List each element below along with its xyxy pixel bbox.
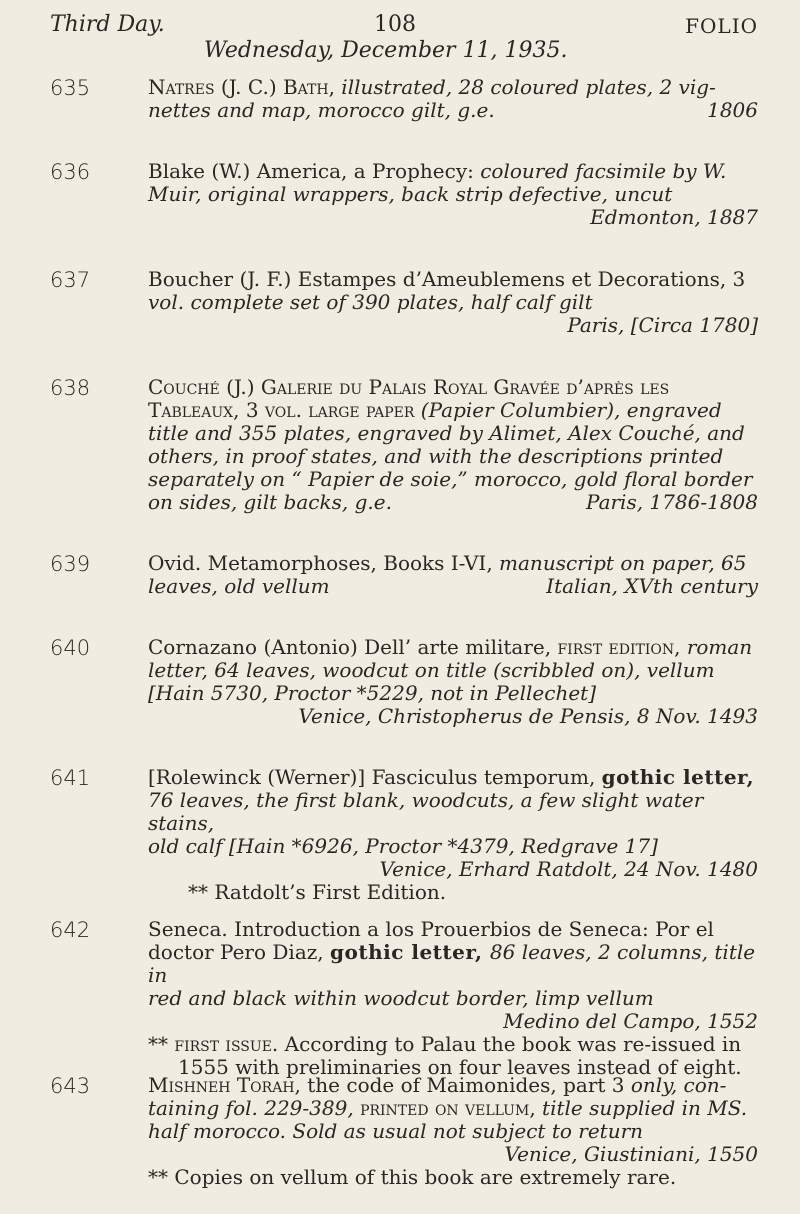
lot-number: 643	[50, 1074, 91, 1098]
lot-description: Ovid. Metamorphoses, Books I-VI, manuscript on paper, 65 leaves, old vellum Italian, XVth century	[148, 551, 758, 598]
sale-day: Third Day.	[50, 12, 165, 37]
lot-number: 637	[50, 268, 91, 292]
page-number: 108	[374, 12, 416, 37]
lot-number: 638	[50, 376, 91, 400]
lot-imprint: Medino del Campo, 1552	[503, 1009, 758, 1033]
sale-date: Wednesday, December 11, 1935.	[204, 38, 568, 63]
lot-number: 641	[50, 766, 91, 790]
lot-imprint: Italian, XVth century	[546, 574, 758, 598]
lot-imprint: Venice, Christopherus de Pensis, 8 Nov. 1493	[298, 704, 758, 728]
lot-description: Blake (W.) America, a Prophecy: coloured facsimile by W. Muir, original wrappers, back strip defective, uncut Edmonton, 1887	[148, 159, 758, 229]
lot-description: Cornazano (Antonio) Dell’ arte militare, first edition, roman letter, 64 leaves, woodcut on title (scribbled on), vellum [Hain 5730, Proctor *5229, not in Pellechet] Venice, Christopherus de Pensis, 8 Nov. 1493	[148, 635, 758, 728]
lot-description: Natres (J. C.) Bath, illustrated, 28 coloured plates, 2 vig- nettes and map, morocco gilt, g.e. 1806	[148, 75, 758, 122]
lot-note: ** Ratdolt’s First Edition.	[188, 880, 447, 904]
lot-number: 640	[50, 636, 91, 660]
lot-description: Couché (J.) Galerie du Palais Royal Gravée d’après les Tableaux, 3 vol. large paper (Papier Columbier), engraved title and 355 plates, engraved by Alimet, Alex Couché, and others, in proof states, and with the descriptions printed separately on “ Papier de soie,” morocco, gold floral border on sides, gilt backs, g.e. Paris, 1786-1808	[148, 375, 758, 514]
lot-number: 636	[50, 160, 91, 184]
lot-number: 639	[50, 552, 91, 576]
lot-imprint: Paris, [Circa 1780]	[567, 313, 758, 337]
lot-imprint: Venice, Erhard Ratdolt, 24 Nov. 1480	[379, 857, 758, 881]
lot-imprint: Edmonton, 1887	[590, 205, 758, 229]
format-label: FOLIO	[685, 14, 758, 38]
lot-number: 635	[50, 76, 91, 100]
lot-note: ** Copies on vellum of this book are extremely rare.	[148, 1165, 677, 1189]
lot-number: 642	[50, 918, 91, 942]
lot-description: [Rolewinck (Werner)] Fasciculus temporum, gothic letter, 76 leaves, the first blank, woodcuts, a few slight water stains, old calf [Hain *6926, Proctor *4379, Redgrave 17] Venice, Erhard Ratdolt, 24 Nov. 1480 ** Ratdolt’s First Edition.	[148, 765, 758, 904]
lot-imprint: Venice, Giustiniani, 1550	[504, 1142, 758, 1166]
lot-description: Mishneh Torah, the code of Maimonides, part 3 only, con- taining fol. 229-389, printed on vellum, title supplied in MS. half morocco. Sold as usual not subject to return Venice, Giustiniani, 1550 ** Copies on vellum of this book are extremely rare.	[148, 1073, 758, 1189]
lot-imprint: 1806	[707, 98, 758, 122]
lot-description: Boucher (J. F.) Estampes d’Ameublemens et Decorations, 3 vol. complete set of 390 plates, half calf gilt Paris, [Circa 1780]	[148, 267, 758, 337]
lot-description: Seneca. Introduction a los Prouerbios de Seneca: Por el doctor Pero Diaz, gothic letter, 86 leaves, 2 columns, title in red and black within woodcut border, limp vellum Medino del Campo, 1552 ** first issue. According to Palau the book was re-issued in 1555 with preliminaries on four leaves instead of eight.	[148, 917, 758, 1079]
lot-note: ** first issue. According to Palau the book was re-issued in	[148, 1032, 742, 1056]
lot-imprint: Paris, 1786-1808	[586, 490, 758, 514]
